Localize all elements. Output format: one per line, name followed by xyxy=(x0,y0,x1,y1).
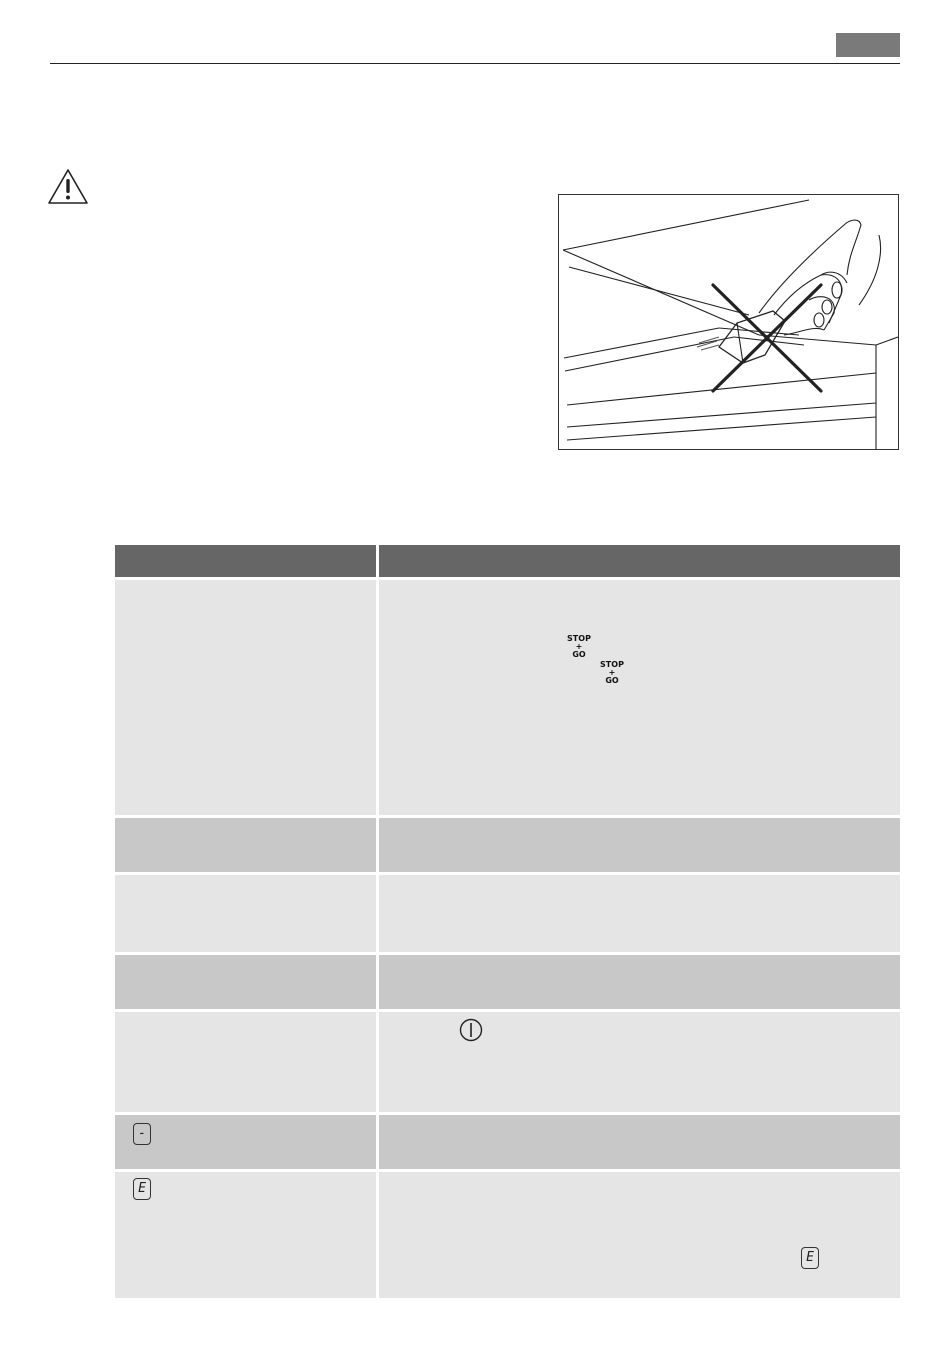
stop-go-icon xyxy=(564,635,594,659)
table-header-row xyxy=(115,545,900,577)
table-cell xyxy=(379,580,900,815)
table-cell xyxy=(115,1012,376,1112)
go-label: GO xyxy=(572,650,586,659)
language-tab xyxy=(836,33,900,57)
table-cell xyxy=(379,1012,900,1112)
go-label: GO xyxy=(605,676,619,685)
table-row xyxy=(115,1012,900,1112)
table-cell xyxy=(115,818,376,872)
table-cell xyxy=(115,875,376,952)
table-row xyxy=(115,1115,900,1169)
header-cell-problem xyxy=(115,545,376,577)
error-display-icon: E xyxy=(133,1178,151,1200)
warning-triangle-icon xyxy=(47,168,89,206)
table-cell xyxy=(379,1115,900,1169)
plus-label: + xyxy=(608,668,616,677)
header-cell-cause-remedy xyxy=(379,545,900,577)
on-off-icon xyxy=(459,1018,483,1042)
stop-label: STOP xyxy=(600,660,624,669)
dash-display-icon: - xyxy=(133,1123,151,1145)
table-cell xyxy=(115,580,376,815)
table-row xyxy=(115,955,900,1009)
table-cell xyxy=(379,1172,900,1298)
table-row xyxy=(115,875,900,952)
table-cell xyxy=(115,1172,376,1298)
stop-label: STOP xyxy=(567,634,591,643)
table-row xyxy=(115,1172,900,1298)
table-cell xyxy=(115,955,376,1009)
header-rule xyxy=(50,63,900,64)
error-display-icon: E xyxy=(801,1247,819,1269)
table-cell xyxy=(379,955,900,1009)
table-cell xyxy=(379,875,900,952)
table-cell xyxy=(379,818,900,872)
stop-go-icon xyxy=(597,661,627,685)
table-row xyxy=(115,580,900,815)
plus-label: + xyxy=(575,642,583,651)
scraper-illustration xyxy=(558,194,899,450)
table-row xyxy=(115,818,900,872)
table-cell xyxy=(115,1115,376,1169)
